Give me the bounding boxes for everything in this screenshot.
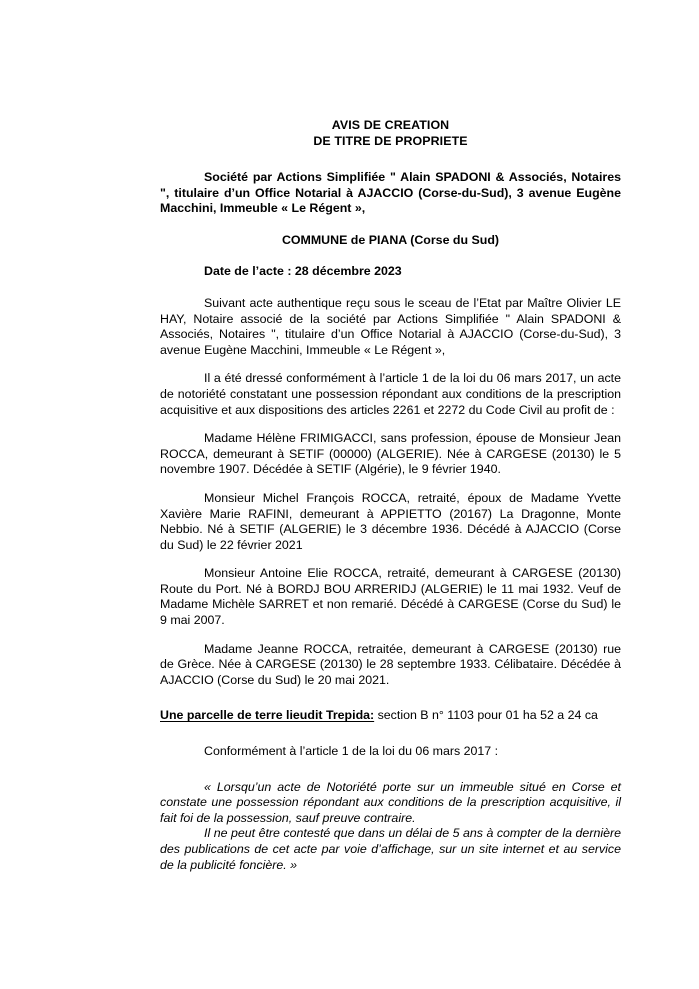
- conformity-line: Conformément à l’article 1 de la loi du 06 mars 2017 :: [204, 744, 499, 759]
- document-title: [160, 118, 621, 149]
- spacer: [160, 418, 621, 431]
- spacer: [160, 217, 621, 233]
- spacer: [160, 358, 621, 371]
- law-paragraph: Il a été dressé conformément à l’article 1 de la loi du 06 mars 2017, un acte de notoriété constatant une possession répondant aux conditions de la prescription acquisitive et aux dispositions des articles 2261 et 2272 du Code Civil au profit de :: [160, 371, 621, 417]
- person-paragraph-1: Madame Hélène FRIMIGACCI, sans profession, épouse de Monsieur Jean ROCCA, demeurant à SETIF (00000) (ALGERIE). Née à CARGESE (20130) le 5 novembre 1907. Décédée à SETIF (Algérie), le 9 février 1940.: [160, 431, 621, 477]
- quote-paragraph-2: Il ne peut être contesté que dans un délai de 5 ans à compter de la dernière des publications de cet acte par voie d’affichage, sur un site internet et au service de la publicité foncière. »: [160, 826, 621, 872]
- spacer: [160, 629, 621, 642]
- spacer: [160, 478, 621, 491]
- spacer: [160, 724, 621, 744]
- person-paragraph-2: Monsieur Michel François ROCCA, retraité, époux de Madame Yvette Xavière Marie RAFINI, demeurant à APPIETTO (20167) La Dragonne, Monte Nebbio. Né à SETIF (ALGERIE) le 3 décembre 1936. Décédé à AJACCIO (Corse du Sud) le 22 février 2021: [160, 490, 621, 552]
- person-paragraph-4: Madame Jeanne ROCCA, retraitée, demeurant à CARGESE (20130) rue de Grèce. Née à CARGESE (20130) le 28 septembre 1933. Célibataire. Décédée à AJACCIO (Corse du Sud) le 20 mai 2021.: [160, 641, 621, 687]
- parcel-paragraph: [160, 708, 621, 724]
- company-paragraph: Société par Actions Simplifiée " Alain SPADONI & Associés, Notaires ", titulaire d’un Office Notarial à AJACCIO (Corse-du-Sud), 3 avenue Eugène Macchini, Immeuble « Le Régent »,: [160, 170, 621, 216]
- deed-paragraph: Suivant acte authentique reçu sous le sceau de l’Etat par Maître Olivier LE HAY, Notaire associé de la société par Actions Simplifiée " Alain SPADONI & Associés, Notaires ", titulaire d’un Office Notarial à AJACCIO (Corse-du-Sud), 3 avenue Eugène Macchini, Immeuble « Le Régent »,: [160, 295, 621, 357]
- spacer: [160, 760, 621, 780]
- spacer: [160, 553, 621, 566]
- spacer: [160, 688, 621, 708]
- title-line-1: AVIS DE CREATION: [331, 118, 450, 132]
- person-paragraph-3: Monsieur Antoine Elie ROCCA, retraité, demeurant à CARGESE (20130) Route du Port. Né à BORDJ BOU ARRERIDJ (ALGERIE) le 11 mai 1932. Veuf de Madame Michèle SARRET et non remarié. Décédé à CARGESE (Corse du Sud) le 9 mai 2007.: [160, 566, 621, 628]
- parcel-heading: Une parcelle de terre lieudit Trepida:: [160, 708, 375, 723]
- quote-paragraph-1: « Lorsqu’un acte de Notoriété porte sur un immeuble situé en Corse et constate une possession répondant aux conditions de la prescription acquisitive, il fait foi de la possession, sauf preuve contraire.: [160, 779, 621, 825]
- spacer: [160, 248, 621, 264]
- date-line: Date de l’acte : 28 décembre 2023: [204, 264, 402, 279]
- commune-line: COMMUNE de PIANA (Corse du Sud): [281, 232, 500, 247]
- title-line-2: DE TITRE DE PROPRIETE: [313, 133, 468, 148]
- spacer: [160, 280, 621, 296]
- parcel-details: section B n° 1103 pour 01 ha 52 a 24 ca: [374, 708, 598, 723]
- spacer: [160, 149, 621, 170]
